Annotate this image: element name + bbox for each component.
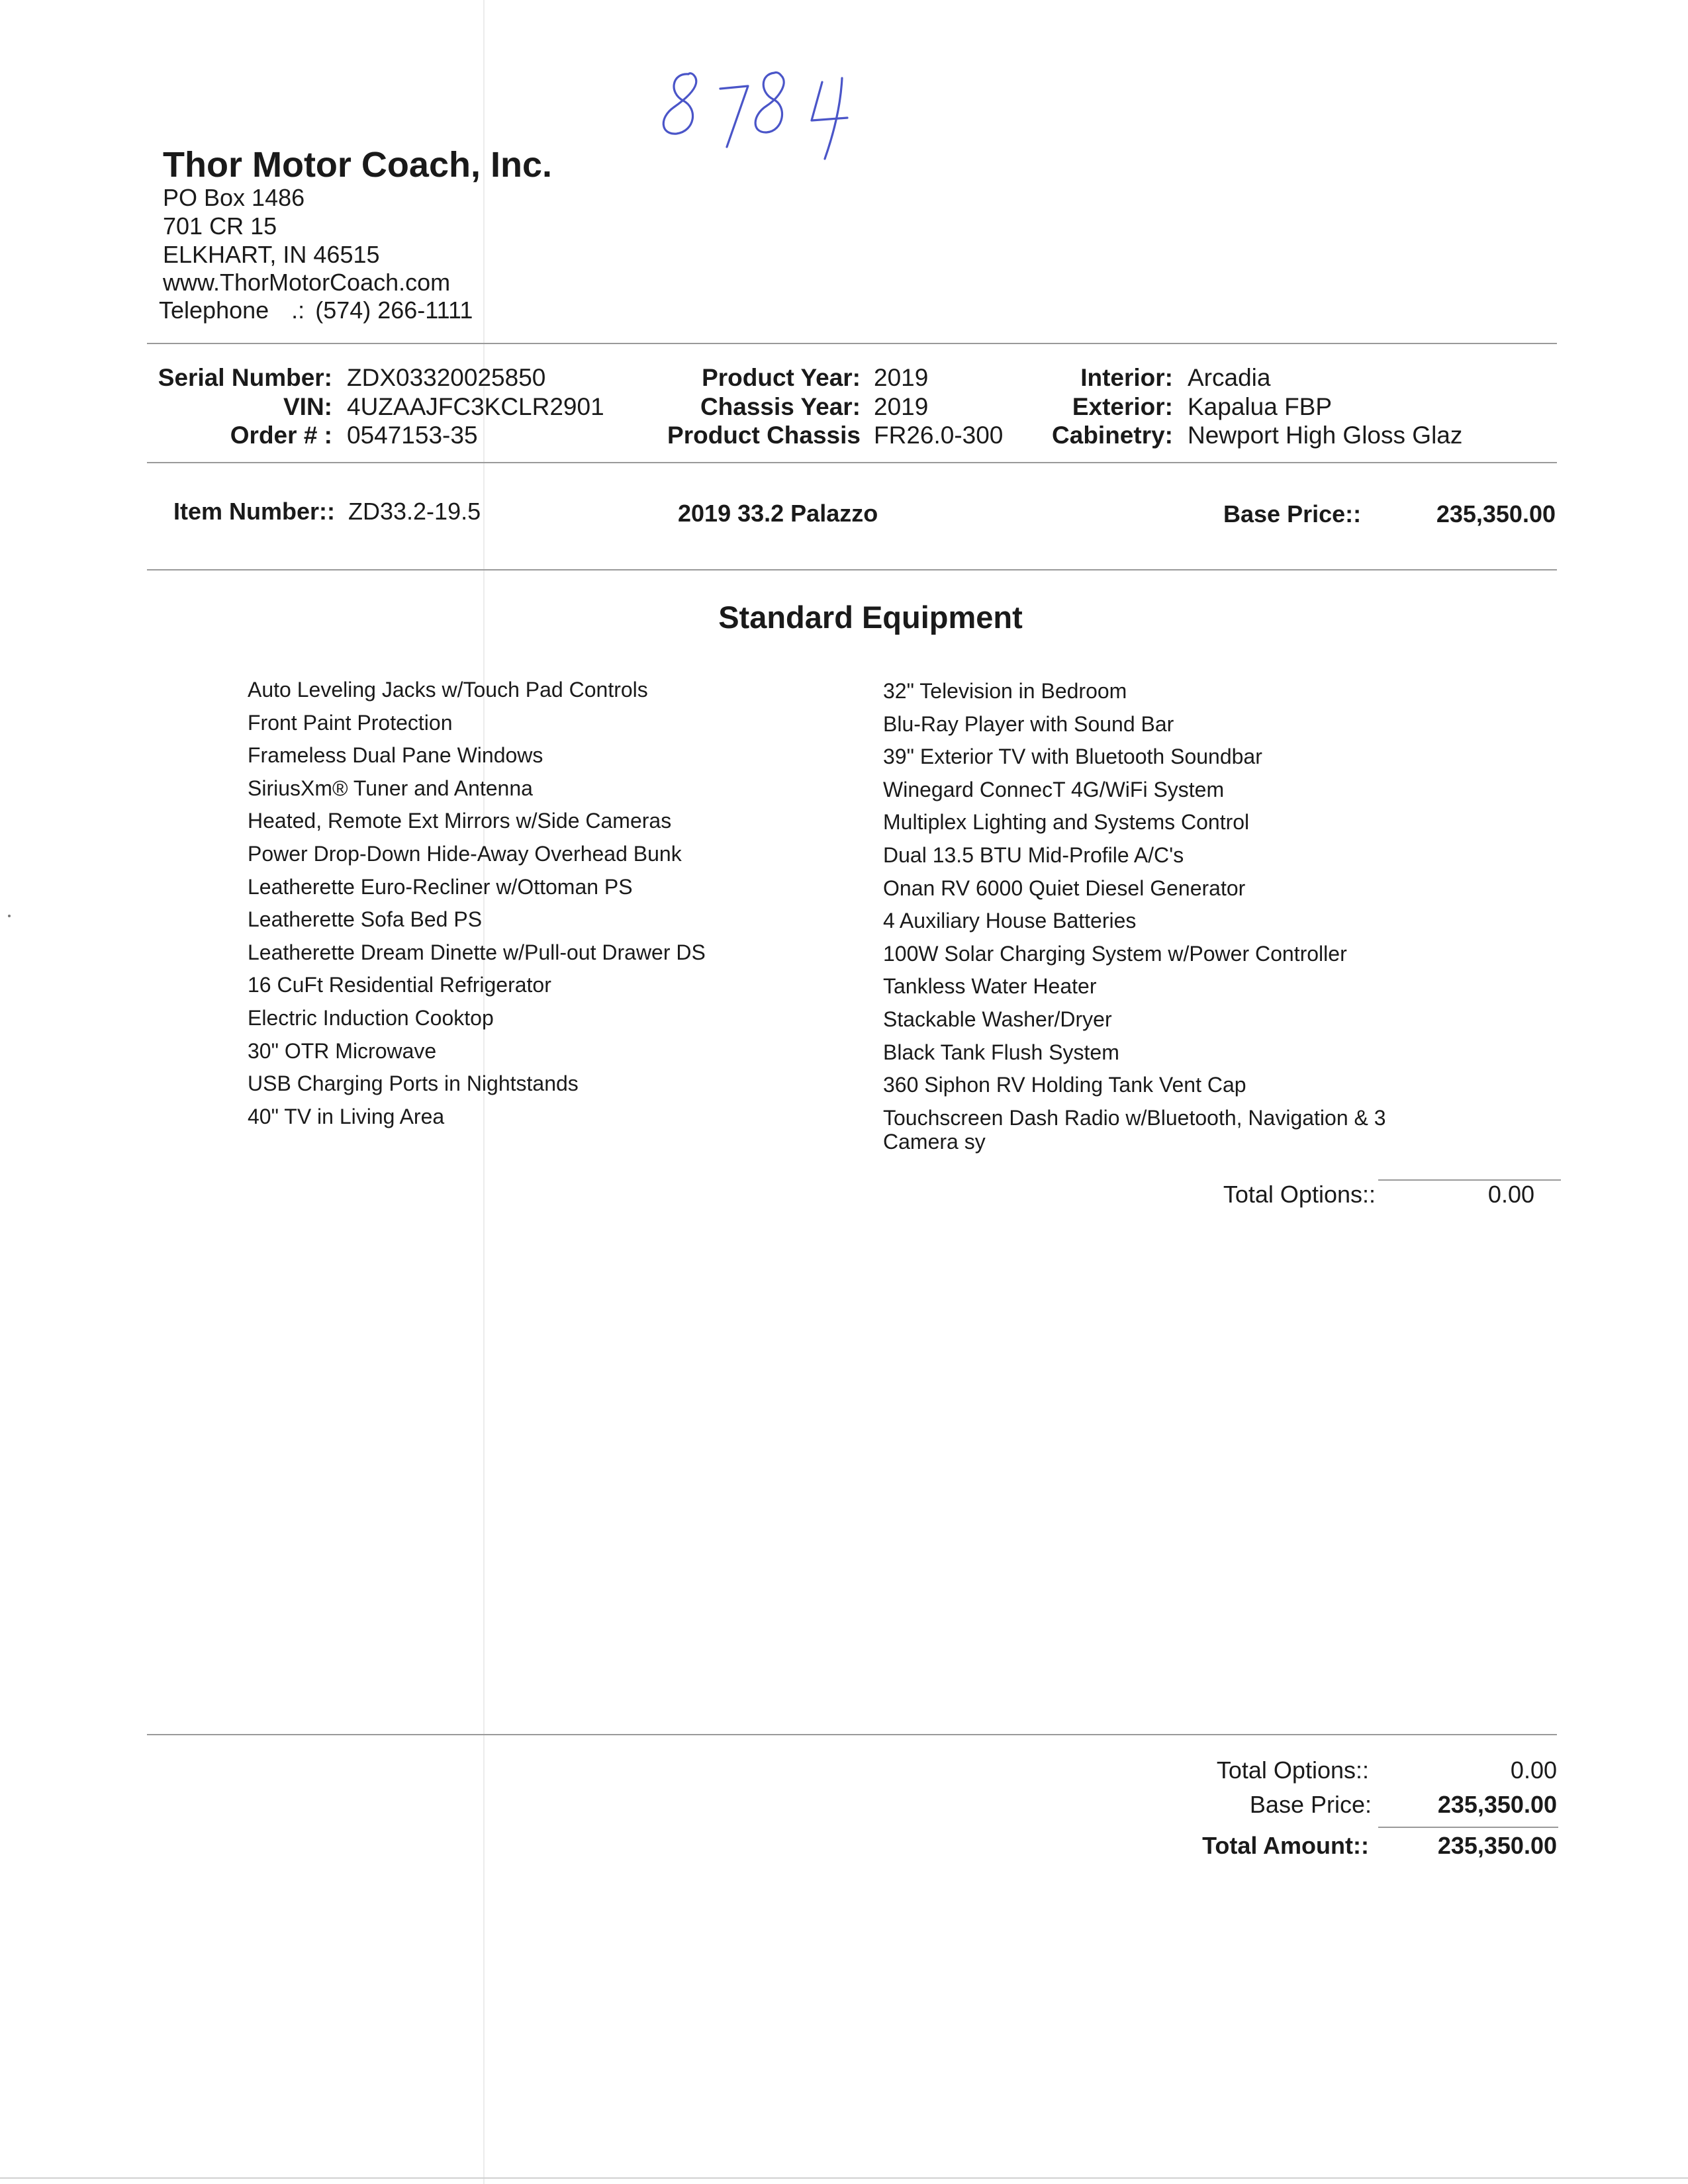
standard-equipment-heading: Standard Equipment: [718, 600, 1023, 635]
scan-speck: [8, 915, 11, 917]
summary-base-price-value: 235,350.00: [1437, 1791, 1557, 1818]
list-item: Black Tank Flush System: [883, 1040, 1119, 1064]
summary-total-rule: [1378, 1827, 1558, 1828]
product-chassis-value: FR26.0-300: [874, 422, 1004, 449]
list-item: 100W Solar Charging System w/Power Controller: [883, 941, 1347, 966]
list-item: SiriusXm® Tuner and Antenna: [248, 776, 533, 800]
address-line-po-box: PO Box 1486: [163, 184, 305, 211]
telephone-row: [159, 296, 473, 324]
serial-number-value: ZDX03320025850: [347, 364, 546, 391]
telephone-label: Telephone: [159, 296, 269, 324]
telephone-number: (574) 266-1111: [315, 296, 473, 324]
standard-equipment-right-list: [883, 679, 1466, 1162]
divider: [147, 569, 1557, 570]
item-number-label: Item Number::: [173, 498, 336, 525]
company-website: www.ThorMotorCoach.com: [163, 269, 451, 296]
list-item: 30" OTR Microwave: [248, 1038, 437, 1063]
list-item: Dual 13.5 BTU Mid-Profile A/C's: [883, 842, 1184, 867]
list-item: Winegard ConnecT 4G/WiFi System: [883, 777, 1225, 801]
product-year-value: 2019: [874, 364, 929, 391]
handwritten-number: [649, 60, 900, 165]
base-price-value: 235,350.00: [1436, 500, 1556, 527]
list-item: 39" Exterior TV with Bluetooth Soundbar: [883, 745, 1262, 769]
product-chassis-label: Product Chassis: [667, 422, 861, 449]
divider: [147, 462, 1557, 463]
list-item: 32" Television in Bedroom: [883, 679, 1127, 703]
list-item: Electric Induction Cooktop: [248, 1005, 494, 1030]
list-item: Leatherette Euro-Recliner w/Ottoman PS: [248, 874, 633, 899]
model-description: 2019 33.2 Palazzo: [678, 500, 878, 527]
list-item: Onan RV 6000 Quiet Diesel Generator: [883, 876, 1246, 900]
address-line-street: 701 CR 15: [163, 212, 277, 240]
list-item: Heated, Remote Ext Mirrors w/Side Cameras: [248, 809, 672, 833]
list-item: Stackable Washer/Dryer: [883, 1007, 1112, 1031]
standard-equipment-left-list: [248, 678, 817, 1137]
list-item: Blu-Ray Player with Sound Bar: [883, 711, 1174, 736]
telephone-separator: .:: [291, 296, 305, 324]
list-item: Auto Leveling Jacks w/Touch Pad Controls: [248, 678, 648, 702]
chassis-year-label: Chassis Year:: [700, 393, 861, 420]
list-item: Tankless Water Heater: [883, 974, 1097, 999]
divider: [147, 1734, 1557, 1735]
exterior-label: Exterior:: [1072, 393, 1173, 420]
company-name: Thor Motor Coach, Inc.: [163, 145, 552, 185]
summary-total-amount-value: 235,350.00: [1437, 1832, 1557, 1859]
interior-label: Interior:: [1080, 364, 1173, 391]
list-item: Leatherette Dream Dinette w/Pull-out Drawer DS: [248, 940, 706, 964]
list-item: Frameless Dual Pane Windows: [248, 743, 543, 768]
order-number-label: Order # :: [230, 422, 332, 449]
chassis-year-value: 2019: [874, 393, 929, 420]
summary-total-options-label: Total Options::: [1216, 1756, 1369, 1784]
divider: [147, 343, 1557, 344]
list-item: Front Paint Protection: [248, 710, 453, 735]
order-number-value: 0547153-35: [347, 422, 478, 449]
interior-value: Arcadia: [1188, 364, 1271, 391]
list-item: Multiplex Lighting and Systems Control: [883, 810, 1250, 835]
list-item: Touchscreen Dash Radio w/Bluetooth, Navigation & 3 Camera sy: [883, 1105, 1386, 1154]
list-item: 4 Auxiliary House Batteries: [883, 909, 1137, 933]
list-item: USB Charging Ports in Nightstands: [248, 1071, 579, 1096]
summary-base-price-label: Base Price:: [1249, 1791, 1372, 1818]
list-item: 16 CuFt Residential Refrigerator: [248, 973, 551, 997]
summary-total-options-value: 0.00: [1510, 1756, 1557, 1784]
list-item: Power Drop-Down Hide-Away Overhead Bunk: [248, 841, 682, 866]
options-total-label: Total Options::: [1223, 1181, 1376, 1208]
vin-value: 4UZAAJFC3KCLR2901: [347, 393, 604, 420]
item-number-value: ZD33.2-19.5: [348, 498, 481, 525]
serial-number-label: Serial Number:: [158, 364, 332, 391]
product-year-label: Product Year:: [702, 364, 861, 391]
exterior-value: Kapalua FBP: [1188, 393, 1333, 420]
base-price-label: Base Price::: [1223, 500, 1362, 527]
vin-label: VIN:: [283, 393, 332, 420]
options-total-value: 0.00: [1487, 1181, 1534, 1208]
list-item: 360 Siphon RV Holding Tank Vent Cap: [883, 1073, 1246, 1097]
cabinetry-value: Newport High Gloss Glaz: [1188, 422, 1463, 449]
cabinetry-label: Cabinetry:: [1052, 422, 1173, 449]
list-item: Leatherette Sofa Bed PS: [248, 907, 483, 932]
address-line-city: ELKHART, IN 46515: [163, 241, 380, 268]
list-item: 40" TV in Living Area: [248, 1104, 445, 1128]
scan-bottom-edge: [0, 2177, 1688, 2179]
summary-total-amount-label: Total Amount::: [1202, 1832, 1369, 1859]
